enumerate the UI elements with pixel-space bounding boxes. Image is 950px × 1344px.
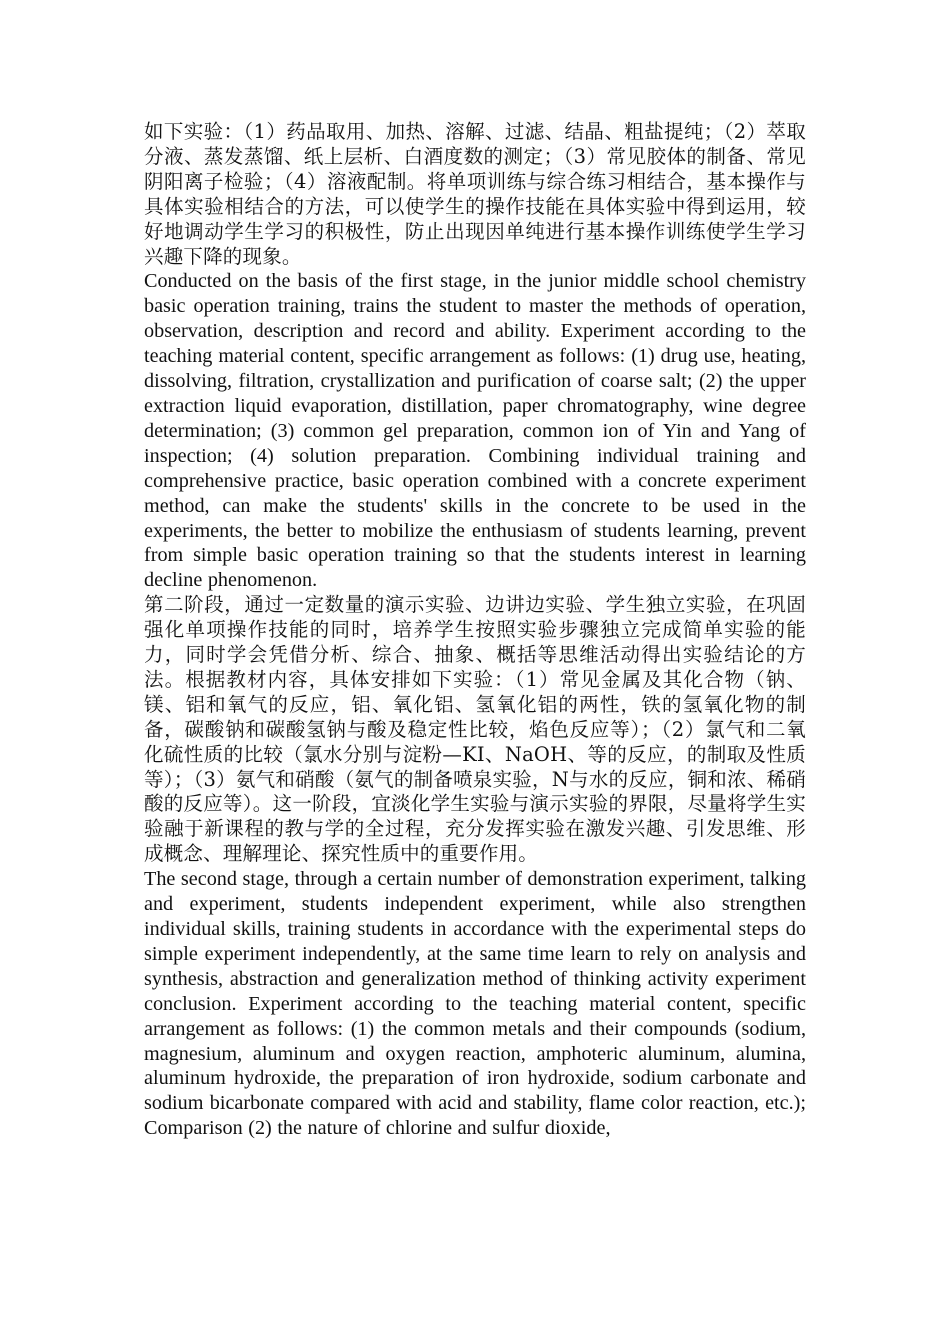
paragraph-chinese-second-stage: 第二阶段，通过一定数量的演示实验、边讲边实验、学生独立实验，在巩固强化单项操作技能的同时，培养学生按照实验步骤独立完成简单实验的能力，同时学会凭借分析、综合、抽象、概括等思维活动得出实验结论的方法。根据教材内容，具体安排如下实验：（1）常见金属及其化合物（钠、镁、铝和氧气的反应，铝、氧化铝、氢氧化铝的两性，铁的氢氧化物的制备，碳酸钠和碳酸氢钠与酸及稳定性比较，焰色反应等）；（2）氯气和二氧化硫性质的比较（氯水分别与淀粉—KI、NaOH、等的反应，的制取及性质等）；（3）氨气和硝酸（氨气的制备喷泉实验，N与水的反应，铜和浓、稀硝酸的反应等）。这一阶段，宜淡化学生实验与演示实验的界限，尽量将学生实验融于新课程的教与学的全过程，充分发挥实验在激发兴趣、引发思维、形成概念、理解理论、探究性质中的重要作用。 xyxy=(144,593,806,866)
paragraph-english-first-stage: Conducted on the basis of the first stage, in the junior middle school chemistry basic operation training, trains the student to master the methods of operation, observation, description and record and ability. Experiment according to the teaching material content, specific arrangement as follows: (1) drug use, heating, dissolving, filtration, crystallization and purification of coarse salt; (2) the upper extraction liquid evaporation, distillation, paper chromatography, wine degree determination; (3) common gel preparation, common ion of Yin and Yang of inspection; (4) solution preparation. Combining individual training and comprehensive practice, basic operation combined with a concrete experiment method, can make the students' skills in the concrete to be used in the experiments, the better to mobilize the enthusiasm of students learning, prevent from simple basic operation training so that the students interest in learning decline phenomenon. xyxy=(144,270,806,592)
paragraph-chinese-experiments: 如下实验：（1）药品取用、加热、溶解、过滤、结晶、粗盐提纯；（2）萃取分液、蒸发蒸馏、纸上层析、白酒度数的测定；（3）常见胶体的制备、常见阴阳离子检验；（4）溶液配制。将单项训练与综合练习相结合，基本操作与具体实验相结合的方法，可以使学生的操作技能在具体实验中得到运用，较好地调动学生学习的积极性，防止出现因单纯进行基本操作训练使学生学习兴趣下降的现象。 xyxy=(144,120,806,268)
paragraph-english-second-stage: The second stage, through a certain number of demonstration experiment, talking and experiment, students independent experiment, while also strengthen individual skills, training students in accordance with the experimental steps do simple experiment independently, at the same time learn to rely on analysis and synthesis, abstraction and generalization method of thinking activity experiment conclusion. Experiment according to the teaching material content, specific arrangement as follows: (1) the common metals and their compounds (sodium, magnesium, aluminum and oxygen reaction, amphoteric aluminum, alumina, aluminum hydroxide, the preparation of iron hydroxide, sodium carbonate and sodium bicarbonate compared with acid and stability, flame color reaction, etc.); Comparison (2) the nature of chlorine and sulfur dioxide, xyxy=(144,868,807,1140)
document-body xyxy=(144,120,806,1141)
